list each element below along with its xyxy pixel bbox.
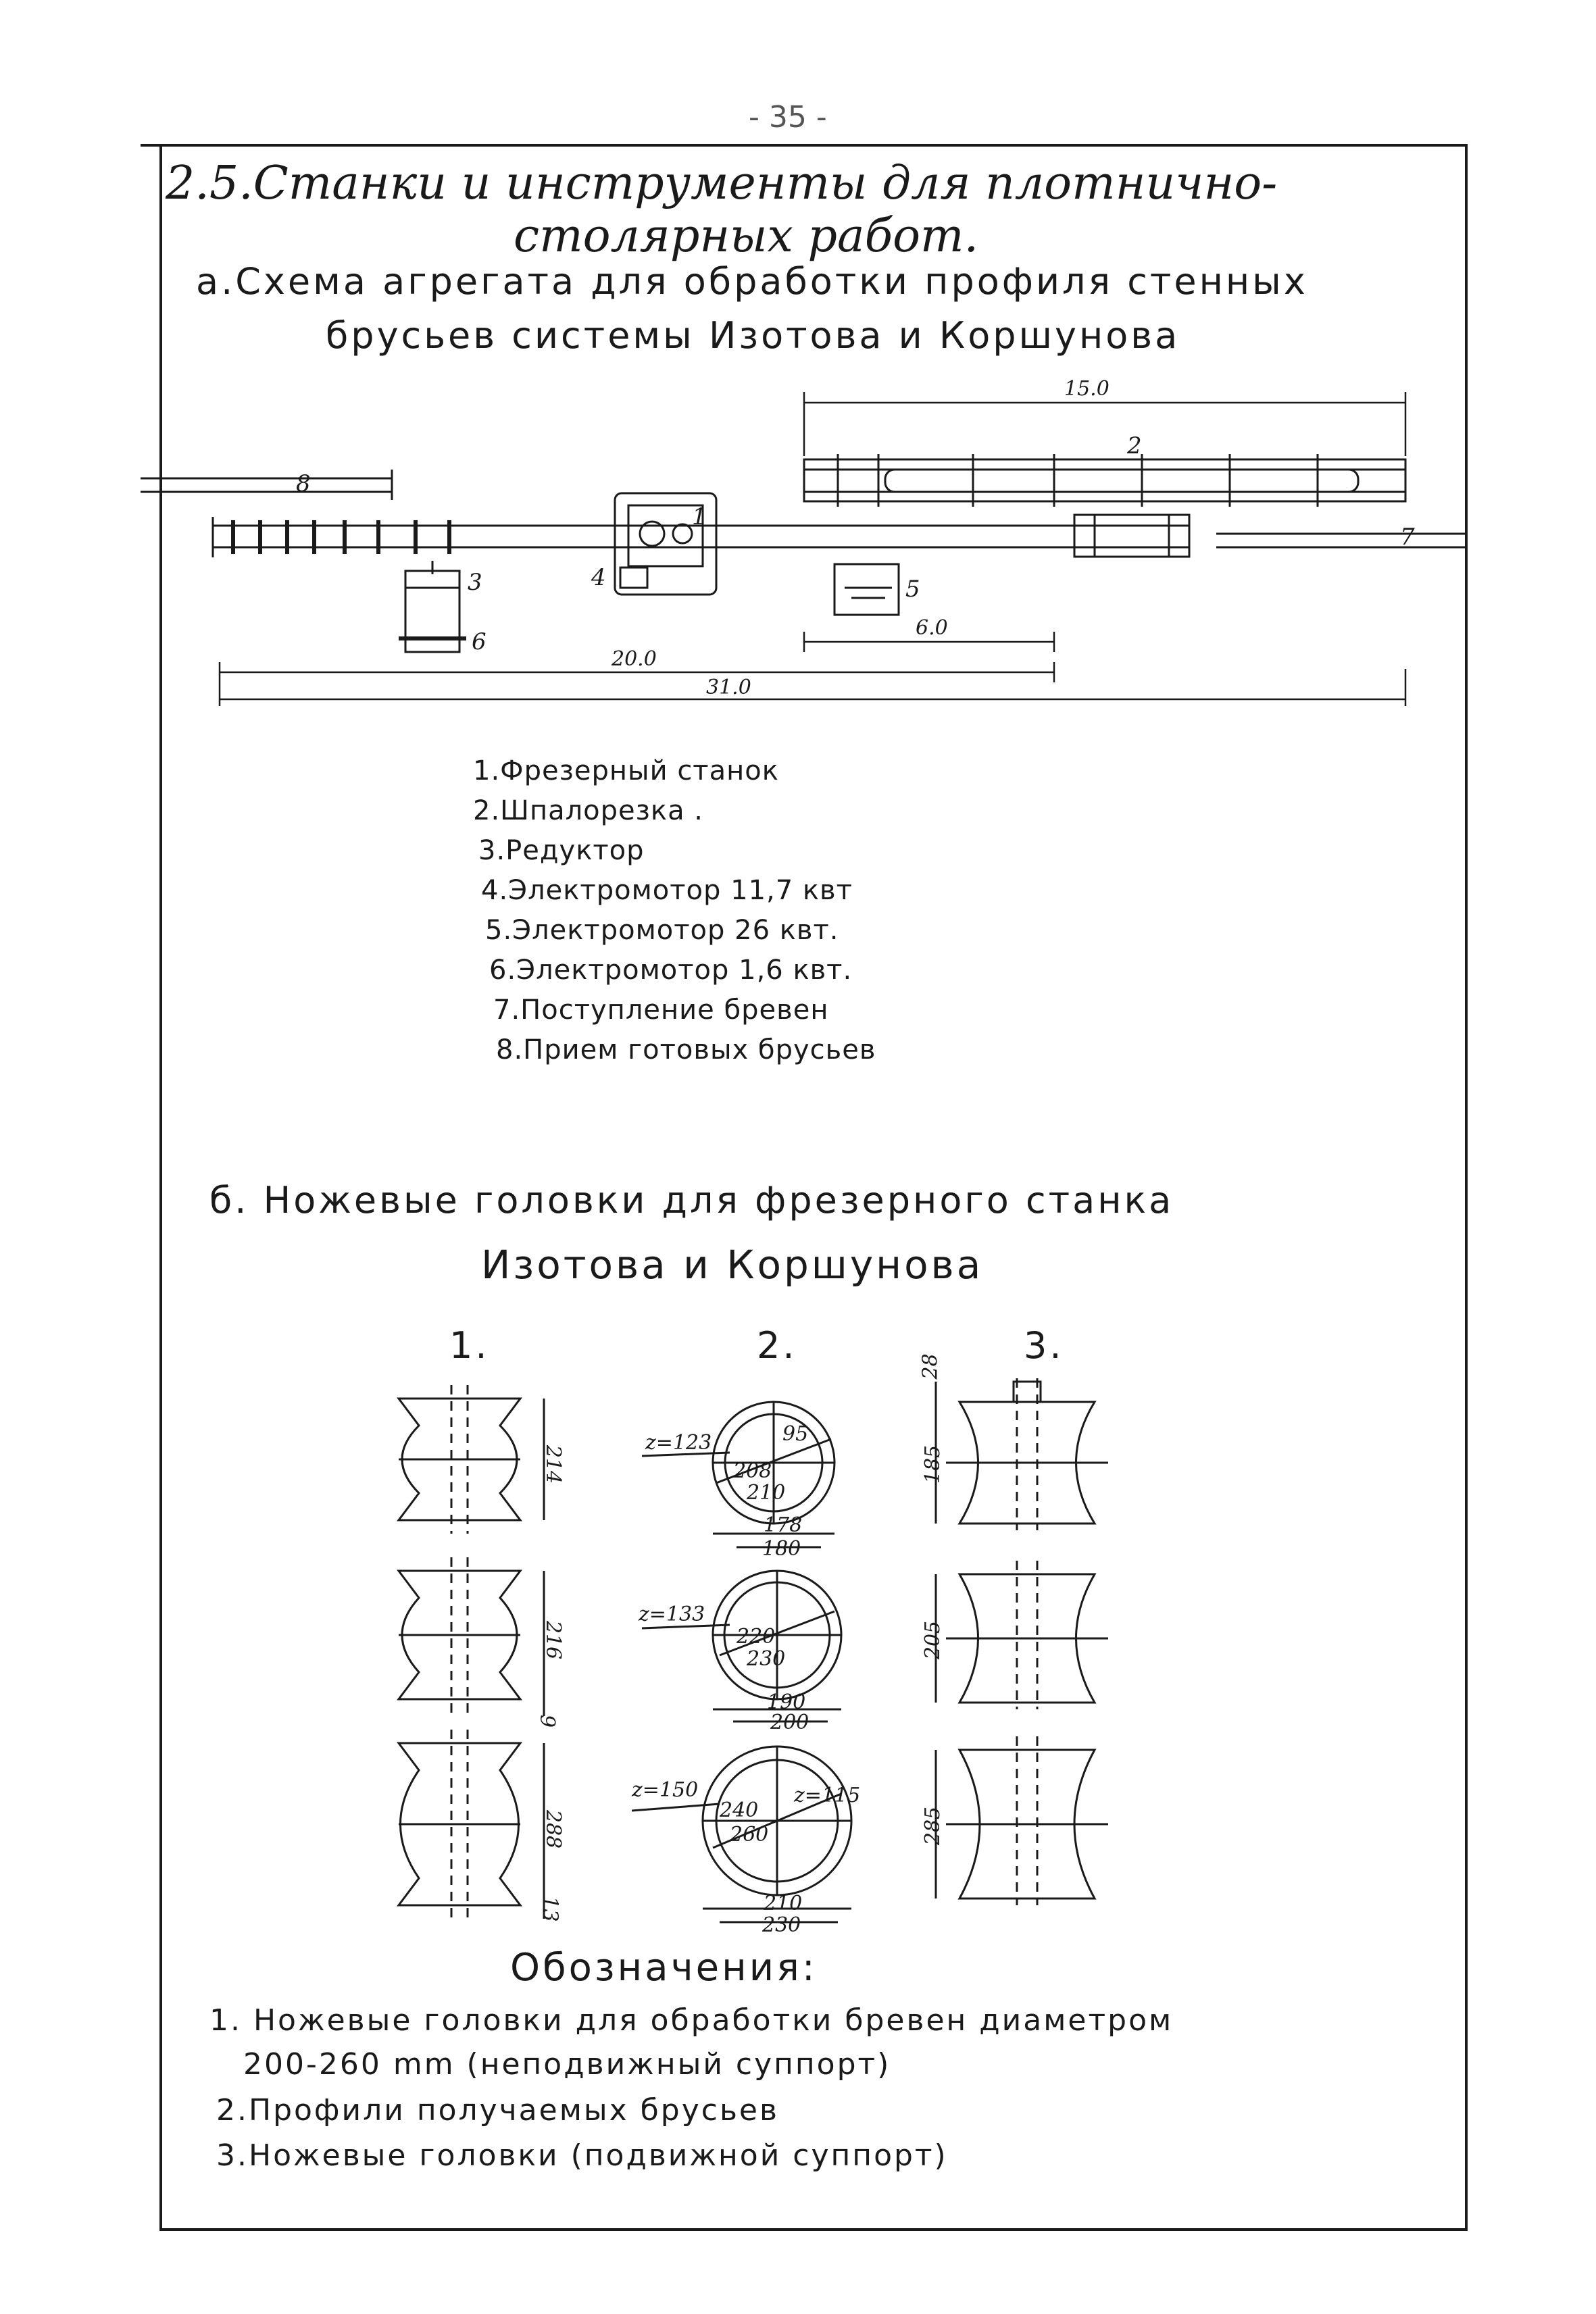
col2-w1: 178 [764,1513,803,1537]
col2-d1: 208 [733,1459,772,1483]
col2-z: z=123 [645,1431,712,1455]
col2-d1: 220 [737,1625,776,1649]
col3-dim-28: 28 [918,1353,943,1380]
dimension-20: 20.0 [612,647,657,671]
column-label-1: 1. [449,1324,490,1367]
notes-item-1: 1. Ножевые головки для обработки бревен диаметром [209,2003,1174,2038]
notes-title: Обозначения: [510,1946,818,1990]
part-b-title-line2: Изотова и Коршунова [481,1242,984,1288]
col2-w2: 230 [762,1913,801,1937]
callout-2: 2 [1127,432,1142,459]
col2-w2: 200 [770,1711,809,1734]
col1-dim-13: 13 [538,1896,562,1922]
legend-item-6: 6.Электромотор 1,6 квт. [489,955,853,986]
notes-item-3: 3.Ножевые головки (подвижной суппорт) [216,2138,948,2173]
knife-heads-col1 [399,1385,544,1919]
dimension-6: 6.0 [916,616,948,640]
callout-8: 8 [296,470,311,497]
legend-item-7: 7.Поступление бревен [493,995,829,1026]
knife-heads-col3 [936,1378,1108,1905]
part-a-title-line2: брусьев системы Изотова и Коршунова [326,314,1180,357]
col2-d2: 260 [730,1823,769,1846]
page-number: - 35 - [749,100,827,134]
col1-dim-9: 9 [535,1714,559,1728]
dimension-lines [220,392,1405,706]
col1-dim-216: 216 [541,1620,566,1660]
col1-dim-214: 214 [541,1444,566,1484]
callout-5: 5 [905,576,920,603]
section-title-line1: 2.5.Станки и инструменты для плотнично- [166,157,1278,210]
notes-item-1-cont: 200-260 mm (неподвижный суппорт) [243,2047,891,2082]
callout-7: 7 [1400,524,1415,551]
callout-6: 6 [472,628,487,655]
col2-z2: z=115 [794,1784,861,1807]
col3-dim-285: 285 [921,1806,945,1846]
legend-item-3: 3.Редуктор [478,835,645,866]
column-label-3: 3. [1024,1324,1064,1367]
col2-d2: 230 [747,1647,786,1671]
col3-dim-185: 185 [921,1444,945,1484]
col1-dim-288: 288 [541,1809,566,1849]
column-label-2: 2. [757,1324,797,1367]
col2-w1: 190 [767,1690,806,1714]
callout-4: 4 [591,564,606,591]
section-title-line2: столярных работ. [514,209,979,263]
col2-d1: 240 [720,1799,759,1822]
notes-item-2: 2.Профили получаемых брусьев [216,2093,779,2128]
col2-w2: 180 [762,1537,801,1561]
col2-z: z=150 [632,1778,699,1802]
dimension-15: 15.0 [1064,377,1109,401]
col2-d3: 95 [782,1422,809,1446]
callout-3: 3 [468,569,482,596]
col2-w1: 210 [764,1892,803,1915]
col2-d2: 210 [747,1481,786,1505]
part-a-title-line1: а.Схема агрегата для обработки профиля стенных [196,260,1308,303]
legend-item-5: 5.Электромотор 26 квт. [485,915,839,946]
legend-item-8: 8.Прием готовых брусьев [496,1034,876,1065]
col2-z: z=133 [639,1603,705,1626]
col3-dim-205: 205 [921,1620,945,1660]
legend-item-2: 2.Шпалорезка . [473,795,704,826]
dimension-31: 31.0 [706,676,751,699]
aggregate-schematic [141,454,1466,652]
legend-item-4: 4.Электромотор 11,7 квт [481,875,853,906]
callout-1: 1 [692,503,707,530]
part-b-title-line1: б. Ножевые головки для фрезерного станка [209,1179,1174,1222]
legend-item-1: 1.Фрезерный станок [473,755,779,786]
